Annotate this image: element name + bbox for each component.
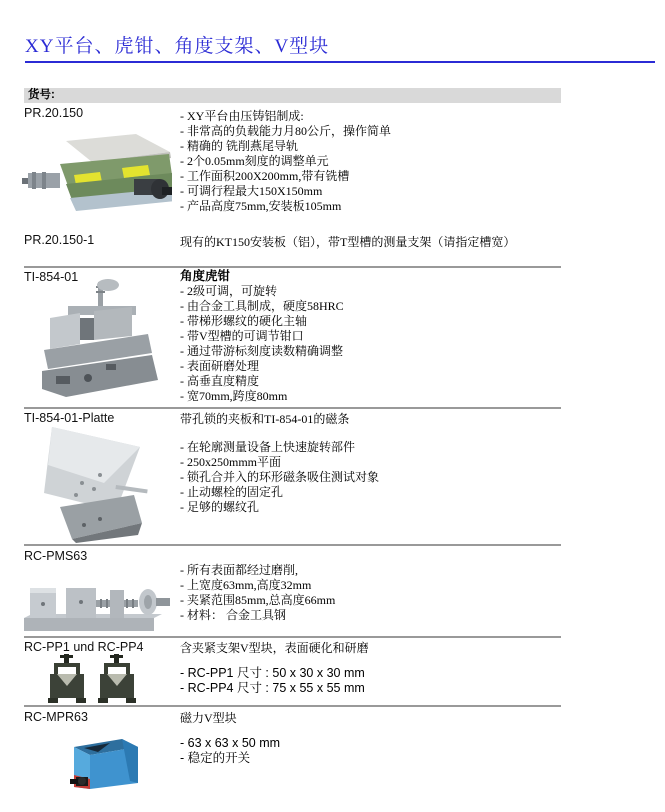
product-photo-vblock-pair — [48, 654, 140, 704]
bullet-line: - 63 x 63 x 50 mm — [180, 736, 281, 750]
product-heading: 角度虎钳 — [180, 269, 231, 283]
item-number-bar — [24, 88, 561, 103]
product-heading: 磁力V型块 — [180, 711, 237, 725]
bullet-line: - RC-PP4 尺寸 : 75 x 55 x 55 mm — [180, 681, 365, 695]
product-heading: 带孔锁的夹板和TI-854-01的磁条 — [180, 412, 350, 426]
bullet-line: - 可调行程最大150X150mm — [180, 184, 323, 198]
product-heading: 现有的KT150安装板（铝），带T型槽的测量支架（请指定槽宽） — [180, 235, 516, 249]
product-code-rcmpr63: RC-MPR63 — [24, 710, 88, 724]
row-divider — [24, 705, 561, 707]
product-photo-xy-stage — [22, 131, 172, 227]
title-rule — [25, 61, 655, 63]
bullet-line: - 在轮廓测量设备上快速旋转部件 — [180, 440, 355, 454]
row-divider — [24, 636, 561, 638]
bullet-line: - XY平台由压铸铝制成: — [180, 109, 304, 123]
product-desc-rcpms63 — [180, 563, 660, 623]
bullet-line: - 上宽度63mm,高度32mm — [180, 578, 312, 592]
bullet-line: - 夹紧范围85mm,总高度66mm — [180, 593, 336, 607]
bullet-line: - 材料： 合金工具钢 — [180, 608, 286, 622]
product-photo-clamping-plate — [42, 423, 154, 543]
product-desc-ti85401platte — [180, 412, 660, 515]
bullet-line: - 表面研磨处理 — [180, 359, 259, 373]
bullet-line: - 2个0.05mm刻度的调整单元 — [180, 154, 329, 168]
bullet-line: - 产品高度75mm,安装板105mm — [180, 199, 342, 213]
bullet-line: - 通过带游标刻度读数精确调整 — [180, 344, 343, 358]
product-desc-rcpp — [180, 641, 660, 696]
product-desc-pr20150 — [180, 109, 660, 214]
bullet-line: - 带V型槽的可调节钳口 — [180, 329, 304, 343]
bullet-line: - 宽70mm,跨度80mm — [180, 389, 288, 403]
row-divider — [24, 544, 561, 546]
product-code-ti85401platte: TI-854-01-Platte — [24, 411, 115, 425]
bullet-line: - 工作面积200X200mm,带有铣槽 — [180, 169, 350, 183]
bullet-line: - 由合金工具制成，硬度58HRC — [180, 299, 344, 313]
product-code-rcpms63: RC-PMS63 — [24, 549, 88, 563]
bullet-line: - 带梯形螺纹的硬化主轴 — [180, 314, 307, 328]
product-desc-ti85401 — [180, 269, 660, 404]
bullet-line: - 精确的 铣削燕尾导轨 — [180, 139, 298, 153]
bullet-line: - 足够的螺纹孔 — [180, 500, 259, 514]
product-desc-rcmpr63 — [180, 711, 660, 766]
product-photo-angle-vise — [36, 278, 166, 405]
row-divider — [24, 407, 561, 409]
row-divider — [24, 266, 561, 268]
product-photo-magnetic-vblock — [64, 721, 144, 793]
bullet-line: - 锁孔合并入的环形磁条吸住测试对象 — [180, 470, 379, 484]
bullet-line: - 非常高的负载能力月80公斤，操作简单 — [180, 124, 391, 138]
bullet-line: - RC-PP1 尺寸 : 50 x 30 x 30 mm — [180, 666, 365, 680]
item-number-bar-label: 货号: — [28, 89, 55, 101]
bullet-line: - 2级可调，可旋转 — [180, 284, 277, 298]
product-code-pr20150: PR.20.150 — [24, 106, 84, 120]
product-code-pr201501: PR.20.150-1 — [24, 233, 95, 247]
bullet-line: - 高垂直度精度 — [180, 374, 259, 388]
bullet-line: - 稳定的开关 — [180, 751, 251, 765]
page-title: XY平台、虎钳、角度支架、V型块 — [25, 36, 330, 57]
product-photo-small-clamp — [22, 574, 172, 638]
bullet-line: - 止动螺栓的固定孔 — [180, 485, 283, 499]
bullet-line: - 所有表面都经过磨削, — [180, 563, 298, 577]
product-desc-pr201501 — [180, 235, 660, 250]
product-code-rcpp: RC-PP1 und RC-PP4 — [24, 640, 144, 654]
bullet-line: - 250x250mmm平面 — [180, 455, 281, 469]
product-code-ti85401: TI-854-01 — [24, 270, 79, 284]
product-heading: 含夹紧支架V型块，表面硬化和研磨 — [180, 641, 369, 655]
